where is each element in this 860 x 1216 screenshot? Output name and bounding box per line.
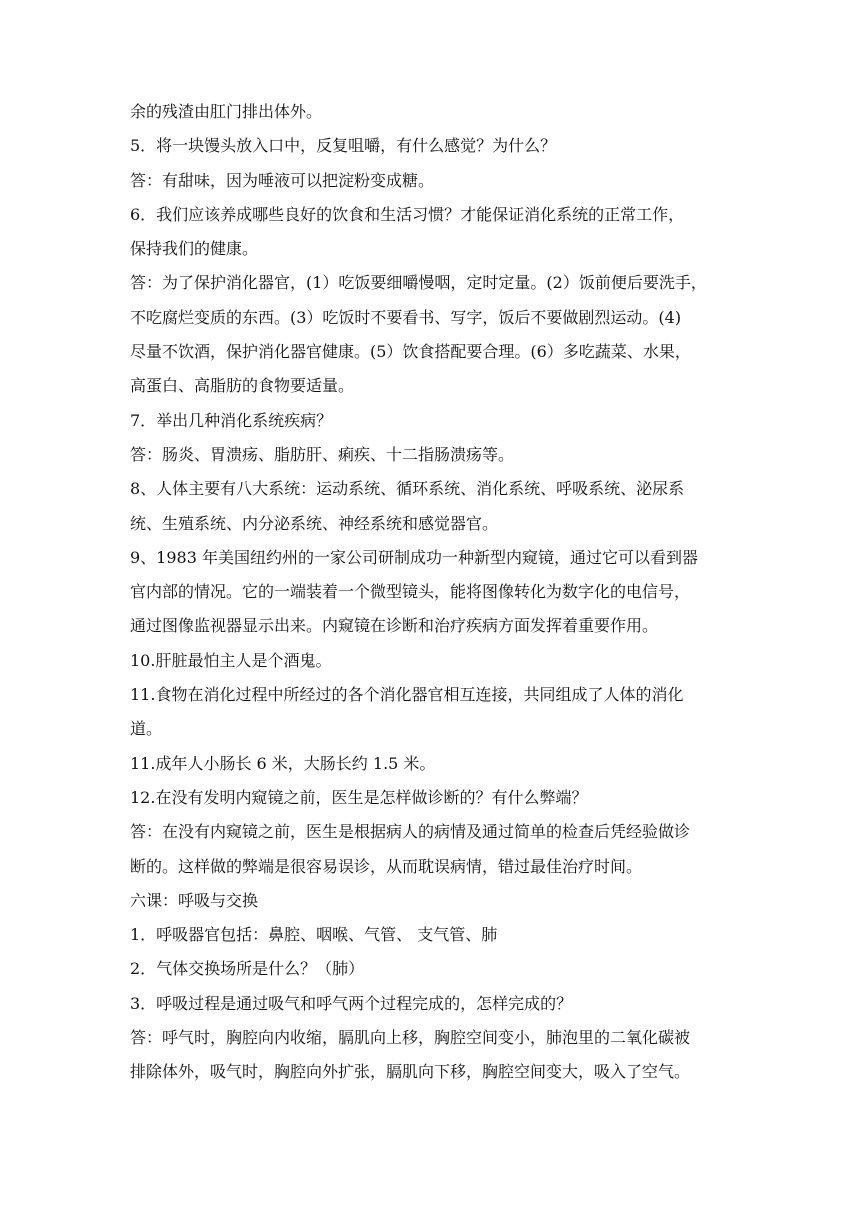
text-line: 1．呼吸器官包括：鼻腔、咽喉、气管、 支气管、肺 xyxy=(130,925,498,945)
text-line: 12.在没有发明内窥镜之前，医生是怎样做诊断的？有什么弊端？ xyxy=(130,787,588,807)
document-body xyxy=(130,95,744,1090)
section-heading: 六课：呼吸与交换 xyxy=(130,890,259,910)
text-line: 6．我们应该养成哪些良好的饮食和生活习惯？才能保证消化系统的正常工作， xyxy=(130,204,685,224)
text-line: 10.肝脏最怕主人是个酒鬼。 xyxy=(130,650,332,670)
text-line: 答：在没有内窥镜之前，医生是根据病人的病情及通过简单的检查后凭经验做诊 xyxy=(130,822,691,842)
text-line: 答：为了保护消化器官，(1）吃饭要细嚼慢咽，定时定量。(2）饭前便后要洗手， xyxy=(130,273,707,293)
text-line: 不吃腐烂变质的东西。(3）吃饭时不要看书、写字，饭后不要做剧烈运动。(4) xyxy=(130,307,682,327)
text-line: 尽量不饮酒，保护消化器官健康。(5）饮食搭配要合理。(6）多吃蔬菜、水果， xyxy=(130,342,691,362)
text-line: 排除体外，吸气时，胸腔向外扩张，膈肌向下移，胸腔空间变大，吸入了空气。 xyxy=(130,1062,691,1082)
text-line: 5．将一块馒头放入口中，反复咀嚼，有什么感觉？为什么？ xyxy=(130,136,557,156)
text-line: 道。 xyxy=(130,719,163,739)
text-line: 答：有甜味，因为唾液可以把淀粉变成糖。 xyxy=(130,170,435,190)
text-line: 保持我们的健康。 xyxy=(130,239,259,259)
text-line: 断的。这样做的弊端是很容易误诊，从而耽误病情，错过最佳治疗时间。 xyxy=(130,856,643,876)
text-line: 高蛋白、高脂肪的食物要适量。 xyxy=(130,376,355,396)
text-line: 8、人体主要有八大系统：运动系统、循环系统、消化系统、呼吸系统、泌尿系 xyxy=(130,479,685,499)
text-line: 11.食物在消化过程中所经过的各个消化器官相互连接，共同组成了人体的消化 xyxy=(130,685,684,705)
text-line: 11.成年人小肠长 6 米，大肠长约 1.5 米。 xyxy=(130,753,436,773)
text-line: 官内部的情况。它的一端装着一个微型镜头，能将图像转化为数字化的电信号， xyxy=(130,582,691,602)
text-line: 答：呼气时，胸腔向内收缩，膈肌向上移，胸腔空间变小，肺泡里的二氧化碳被 xyxy=(130,1028,691,1048)
text-line: 答：肠炎、胃溃疡、脂肪肝、痢疾、十二指肠溃疡等。 xyxy=(130,444,515,464)
text-line: 通过图像监视器显示出来。内窥镜在诊断和治疗疾病方面发挥着重要作用。 xyxy=(130,616,659,636)
text-line: 7．举出几种消化系统疾病？ xyxy=(130,410,333,430)
text-line: 3．呼吸过程是通过吸气和呼气两个过程完成的，怎样完成的？ xyxy=(130,993,573,1013)
text-line: 统、生殖系统、内分泌系统、神经系统和感觉器官。 xyxy=(130,513,499,533)
text-line: 余的残渣由肛门排出体外。 xyxy=(130,102,323,121)
text-line: 2．气体交换场所是什么？（肺） xyxy=(130,959,365,979)
text-line: 9、1983 年美国纽约州的一家公司研制成功一种新型内窥镜，通过它可以看到器 xyxy=(130,547,698,567)
